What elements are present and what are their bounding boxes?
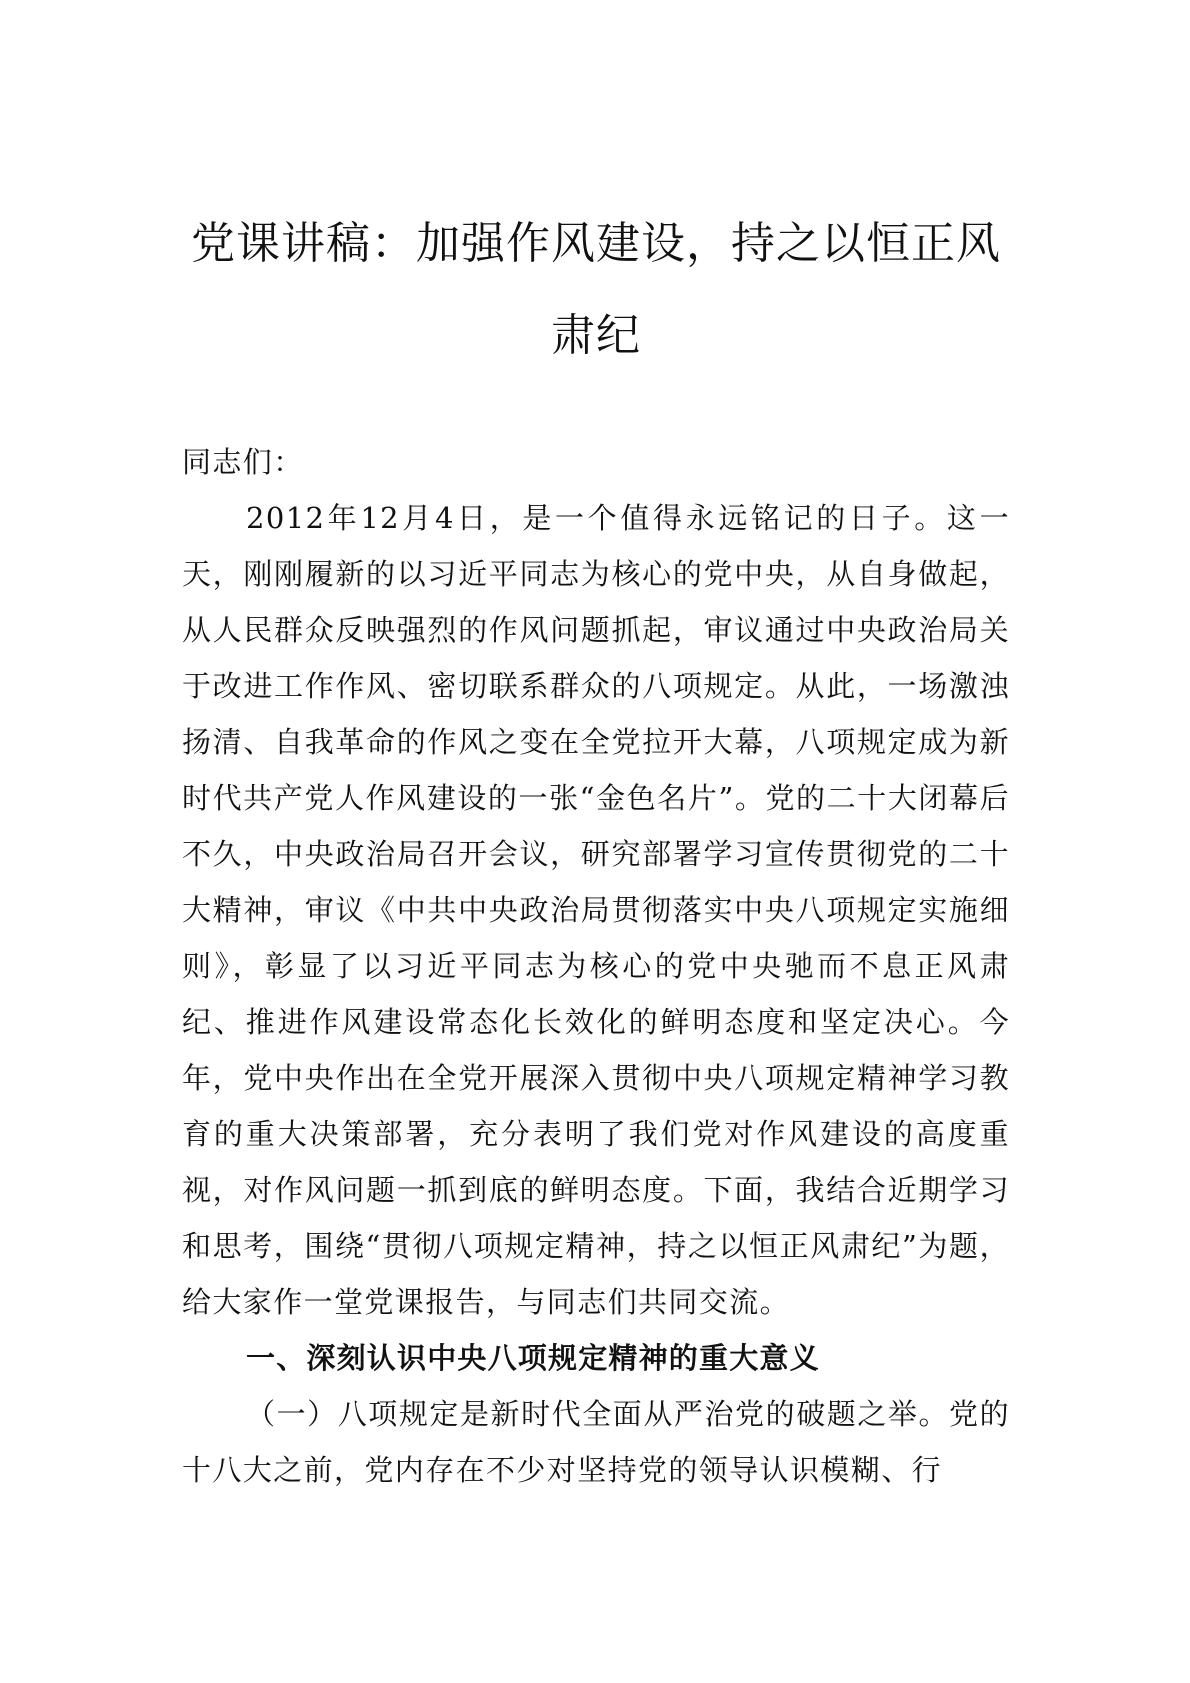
salutation: 同志们： (182, 445, 304, 479)
document-content (182, 198, 1010, 1498)
subsection-paragraph (182, 1386, 1010, 1498)
section-heading: 一、深刻认识中央八项规定精神的重大意义 (246, 1341, 820, 1375)
subsection-text: 八项规定是新时代全面从严治党的破题之举。党的十八大之前，党内存在不少对坚持党的领导认识模糊、行 (182, 1397, 1010, 1487)
subsection-label: （一） (246, 1397, 338, 1431)
intro-paragraph: 2012年12月4日，是一个值得永远铭记的日子。这一天，刚刚履新的以习近平同志为核心的党中央，从自身做起，从人民群众反映强烈的作风问题抓起，审议通过中央政治局关于改进工作作风、密切联系群众的八项规定。从此，一场激浊扬清、自我革命的作风之变在全党拉开大幕，八项规定成为新时代共产党人作风建设的一张“金色名片”。党的二十大闭幕后不久，中央政治局召开会议，研究部署学习宣传贯彻党的二十大精神，审议《中共中央政治局贯彻落实中央八项规定实施细则》，彰显了以习近平同志为核心的党中央驰而不息正风肃纪、推进作风建设常态化长效化的鲜明态度和坚定决心。今年，党中央作出在全党开展深入贯彻中央八项规定精神学习教育的重大决策部署，充分表明了我们党对作风建设的高度重视，对作风问题一抓到底的鲜明态度。下面，我结合近期学习和思考，围绕“贯彻八项规定精神，持之以恒正风肃纪”为题，给大家作一堂党课报告，与同志们共同交流。 (182, 501, 1010, 1319)
document-title: 党课讲稿：加强作风建设，持之以恒正风肃纪 (191, 218, 1001, 361)
